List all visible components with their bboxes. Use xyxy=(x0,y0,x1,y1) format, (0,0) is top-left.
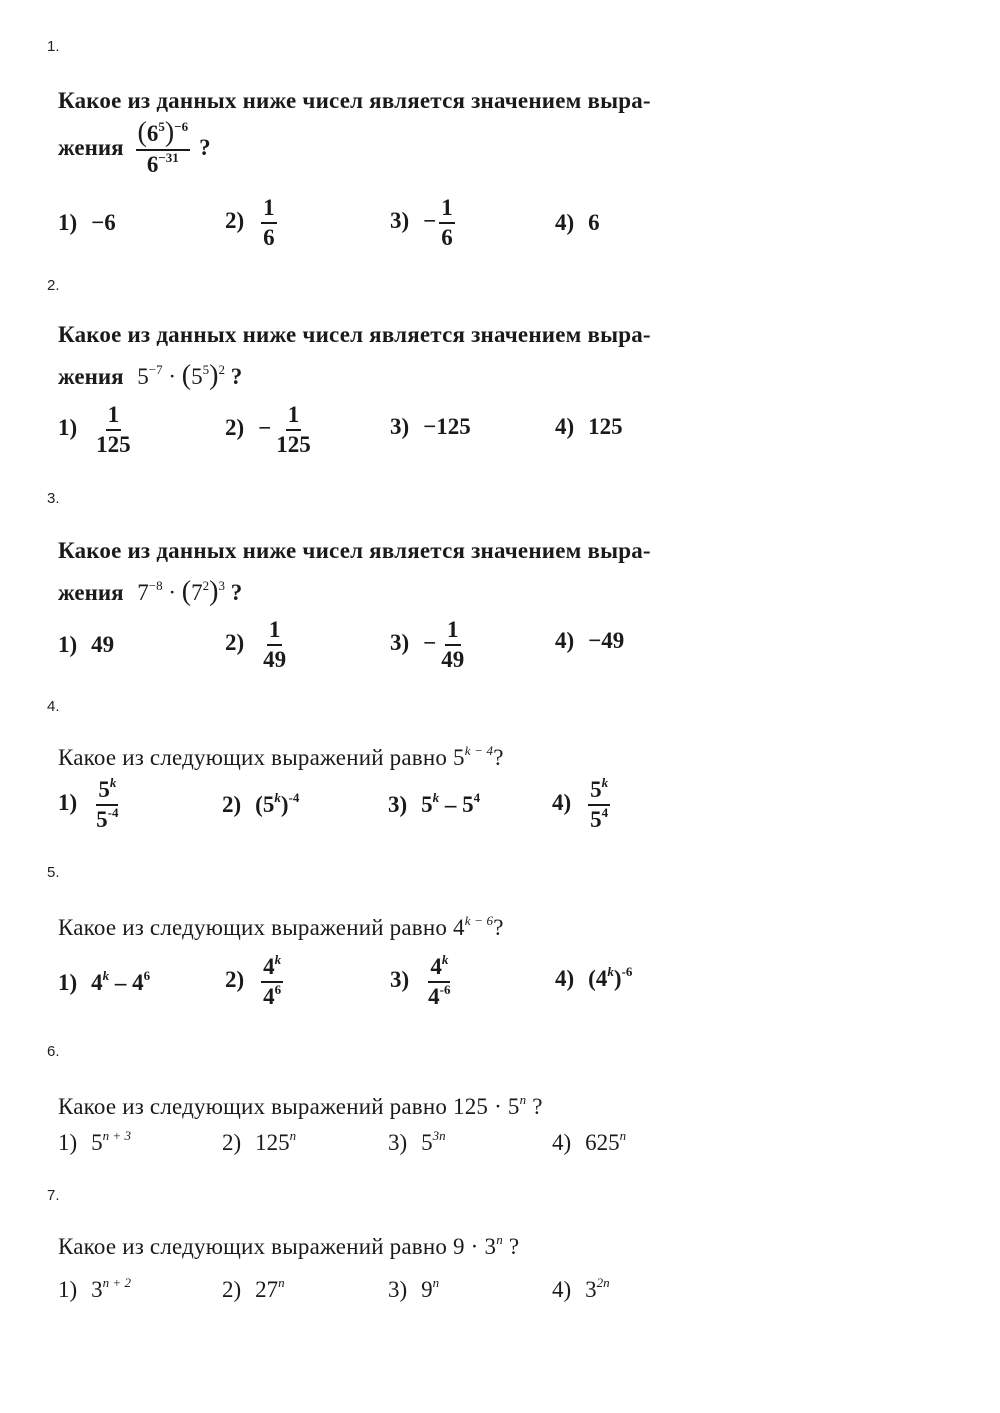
option-2[interactable]: 2) 27$^n$ xyxy=(222,1275,285,1302)
question-expression: жения $5^{-7} \cdot (5^5)^2$ ? xyxy=(58,360,243,391)
option-2[interactable]: 2) $\frac{1}{6}$ xyxy=(225,195,275,251)
option-4[interactable]: 4) 6 xyxy=(555,210,600,235)
question-text: Какое из данных ниже чисел является значением выра- xyxy=(58,322,651,347)
option-3[interactable]: 3) − $\frac{1}{49}$ xyxy=(390,617,465,673)
option-4[interactable]: 4) $\frac{5^k}{5^4}$ xyxy=(552,775,609,833)
option-1[interactable]: 1) $3^{n + 2}$ xyxy=(58,1275,131,1302)
option-3[interactable]: 3) $5^k - 5^4$ xyxy=(388,790,481,817)
option-2[interactable]: 2) $(5^k)^{-4}$ xyxy=(222,790,300,817)
expression-prefix: жения xyxy=(58,134,124,160)
question-text: Какое из данных ниже чисел является значением выра- xyxy=(58,538,651,563)
expression-fraction: $\frac{(6^5)^{-6}}{6^{-31}}$ xyxy=(137,117,189,178)
question-number: 3. xyxy=(47,490,60,507)
question-text: Какое из следующих выражений равно $125 \cdot 5^n$ ? xyxy=(58,1092,543,1119)
option-2[interactable]: 2) 125$^n$ xyxy=(222,1128,297,1155)
question-number: 4. xyxy=(47,698,60,715)
option-4[interactable]: 4) $(4^k)^{-6}$ xyxy=(555,964,633,991)
option-3[interactable]: 3) $\frac{4^k}{4^{-6}}$ xyxy=(390,952,451,1010)
question-text: Какое из следующих выражений равно $5^{k - 4}$? xyxy=(58,743,504,770)
question-expression: жения $\frac{(6^5)^{-6}}{6^{-31}}$ ? xyxy=(58,117,211,178)
option-3[interactable]: 3) − $\frac{1}{6}$ xyxy=(390,195,453,251)
option-2[interactable]: 2) $\frac{4^k}{4^6}$ xyxy=(225,952,282,1010)
option-4[interactable]: 4) 625$^n$ xyxy=(552,1128,627,1155)
question-text: Какое из данных ниже чисел является значением выра- xyxy=(58,88,651,113)
question-number: 7. xyxy=(47,1187,60,1204)
option-1[interactable]: 1) $5^{n + 3}$ xyxy=(58,1128,131,1155)
question-number: 5. xyxy=(47,864,60,881)
option-2[interactable]: 2) − $\frac{1}{125}$ xyxy=(225,402,311,458)
option-2[interactable]: 2) $\frac{1}{49}$ xyxy=(225,617,287,673)
option-4[interactable]: 4) −49 xyxy=(555,628,625,653)
option-1[interactable]: 1) $\frac{5^k}{5^{-4}}$ xyxy=(58,775,119,833)
question-number: 2. xyxy=(47,277,60,294)
question-number: 6. xyxy=(47,1043,60,1060)
question-expression: жения $7^{-8} \cdot (7^2)^3$ ? xyxy=(58,576,243,607)
option-1[interactable]: 1) 49 xyxy=(58,632,115,657)
option-1[interactable]: 1) $\frac{1}{125}$ xyxy=(58,402,131,458)
option-3[interactable]: 3) $5^{3n}$ xyxy=(388,1128,446,1155)
option-3[interactable]: 3) −125 xyxy=(390,414,471,439)
option-1[interactable]: 1) $4^k - 4^6$ xyxy=(58,968,151,995)
option-4[interactable]: 4) 125 xyxy=(555,414,623,439)
option-3[interactable]: 3) 9$^n$ xyxy=(388,1275,440,1302)
question-text: Какое из следующих выражений равно $4^{k - 6}$? xyxy=(58,913,504,940)
option-1[interactable]: 1) −6 xyxy=(58,210,116,235)
option-4[interactable]: 4) $3^{2n}$ xyxy=(552,1275,610,1302)
question-text: Какое из следующих выражений равно $9 \cdot 3^n$ ? xyxy=(58,1232,520,1259)
question-number: 1. xyxy=(47,38,60,55)
